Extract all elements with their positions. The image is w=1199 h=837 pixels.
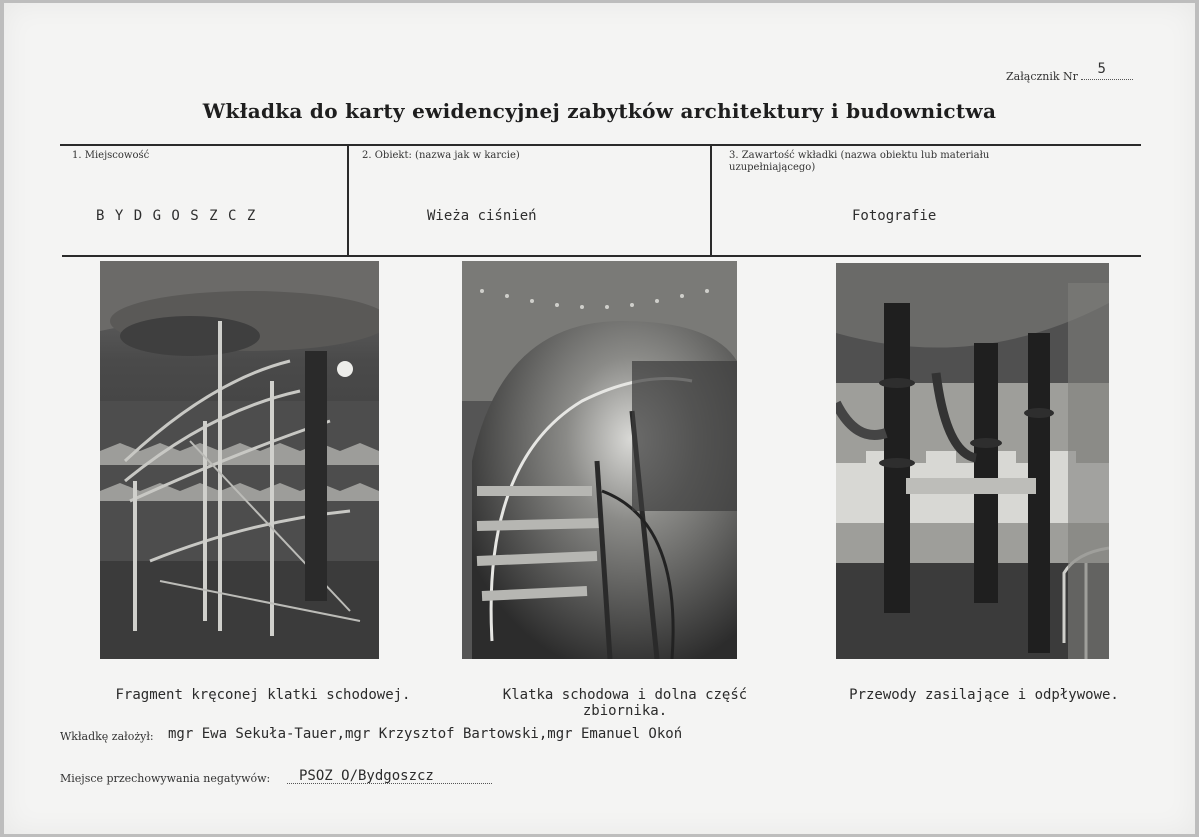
field-label-object: 2. Obiekt: (nazwa jak w karcie) (362, 150, 520, 161)
storage-label: Miejsce przechowywania negatywów: (60, 772, 271, 785)
field-label-content: 3. Zawartość wkładki (nazwa obiektu lub materiału uzupełniającego) (729, 150, 990, 173)
annex-number (1006, 61, 1133, 83)
field-value-object: Wieża ciśnień (427, 208, 537, 224)
page-title: Wkładka do karty ewidencyjnej zabytków architektury i budownictwa (202, 99, 997, 123)
spiral-staircase-photo (100, 261, 379, 659)
staircase-tank-photo (462, 261, 737, 659)
column-divider-1 (347, 144, 349, 255)
photo-caption-2-text: Klatka schodowa i dolna część zbiornika. (502, 687, 748, 719)
annex-value: 5 (1097, 61, 1106, 77)
author-value: mgr Ewa Sekuła-Tauer,mgr Krzysztof Bartowski,mgr Emanuel Okoń (168, 726, 683, 742)
table-top-rule (60, 144, 1141, 146)
field-value-place: B Y D G O S Z C Z (96, 208, 257, 224)
column-divider-2 (710, 144, 712, 255)
pipes-illustration (836, 263, 1109, 659)
photo-caption-1: Fragment kręconej klatki schodowej. (115, 687, 411, 703)
storage-value: PSOZ O/Bydgoszcz (299, 768, 434, 784)
field-label-place: 1. Miejscowość (72, 150, 150, 161)
inventory-card (4, 3, 1195, 834)
field-value-content: Fotografie (852, 208, 937, 224)
table-bottom-rule (62, 255, 1141, 257)
spiral-staircase-illustration (100, 261, 379, 659)
annex-dotline (1081, 61, 1133, 80)
photo-caption-3: Przewody zasilające i odpływowe. (849, 687, 1119, 703)
staircase-tank-illustration (462, 261, 737, 659)
annex-label: Załącznik Nr (1006, 70, 1078, 83)
pipes-photo (836, 263, 1109, 659)
photo-caption-2 (444, 687, 806, 719)
author-label: Wkładkę założył: (60, 730, 154, 743)
